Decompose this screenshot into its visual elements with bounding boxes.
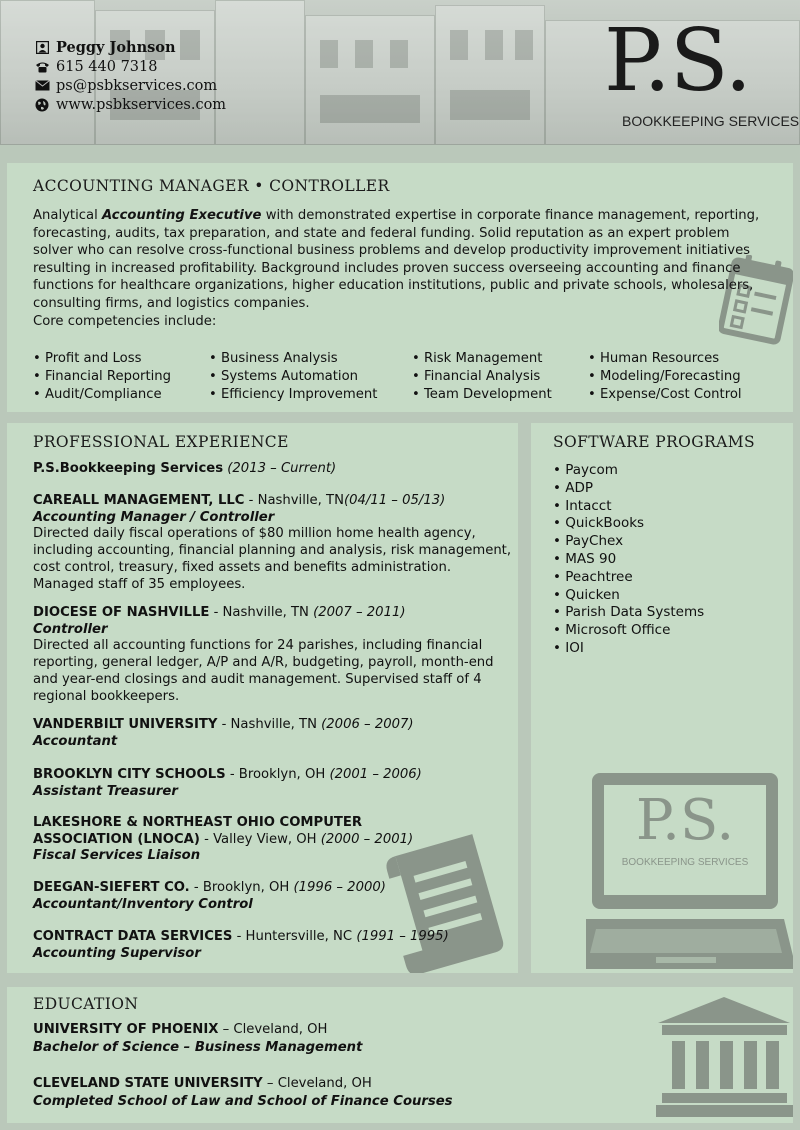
- software-item: • Paycom: [553, 462, 618, 478]
- person-icon: [34, 41, 50, 55]
- job-entry: [33, 717, 513, 750]
- job-role: Accounting Supervisor: [33, 945, 201, 961]
- competency-item: • Modeling/Forecasting: [588, 369, 741, 384]
- job-company: CONTRACT DATA SERVICES: [33, 929, 233, 944]
- job-dates: (2001 – 2006): [329, 767, 422, 782]
- contact-phone-row: [34, 57, 226, 76]
- competency-column-1: [33, 350, 171, 404]
- summary-title: ACCOUNTING MANAGER • CONTROLLER: [33, 177, 390, 195]
- job-dates: (2006 – 2007): [321, 717, 414, 732]
- education-degree: Completed School of Law and School of Finance Courses: [33, 1094, 453, 1109]
- phone-icon: [34, 60, 50, 74]
- job-description: Directed all accounting functions for 24 parishes, including financial reporting, general ledger, A/P and A/R, budgeting, payroll, month-end and year-end closings and audit management. Supervised staff of 4 regional bookkeepers.: [33, 638, 494, 704]
- competency-item: • Team Development: [412, 387, 552, 402]
- education-panel: [7, 987, 793, 1123]
- summary-intro-prefix: Analytical: [33, 208, 102, 223]
- job-role: Accountant/Inventory Control: [33, 896, 253, 912]
- experience-title: PROFESSIONAL EXPERIENCE: [33, 433, 289, 451]
- software-panel: [531, 423, 793, 973]
- job-location: - Nashville, TN: [244, 493, 344, 508]
- education-entry: [33, 1021, 362, 1057]
- core-competencies-label: Core competencies include:: [33, 313, 217, 329]
- competency-item: • Human Resources: [588, 351, 720, 366]
- software-item: • Peachtree: [553, 568, 633, 585]
- summary-paragraph: [33, 207, 773, 330]
- job-company: VANDERBILT UNIVERSITY: [33, 717, 218, 732]
- laptop-logo-subtitle: BOOKKEEPING SERVICES: [621, 857, 749, 868]
- job-dates: (2000 – 2001): [320, 831, 414, 847]
- contact-email-row: [34, 76, 226, 95]
- job-location: - Nashville, TN: [209, 605, 314, 620]
- software-item: • Intacct: [553, 497, 612, 514]
- competency-item: • Profit and Loss: [33, 351, 142, 366]
- job-dates: (1991 – 1995): [356, 929, 449, 944]
- education-location: – Cleveland, OH: [218, 1022, 328, 1037]
- job-location: - Brooklyn, OH: [189, 880, 294, 895]
- job-role: Controller: [33, 621, 108, 637]
- competency-item: • Audit/Compliance: [33, 387, 162, 402]
- competency-item: • Financial Analysis: [412, 369, 541, 384]
- software-item: • PayChex: [553, 533, 624, 550]
- contact-phone[interactable]: 615 440 7318: [56, 58, 158, 75]
- job-entry: [33, 493, 513, 593]
- software-item: • QuickBooks: [553, 515, 645, 532]
- job-company: P.S.Bookkeeping Services: [33, 461, 224, 476]
- contact-block: [34, 38, 226, 114]
- job-dates: (2013 – Current): [227, 461, 337, 476]
- globe-icon: [34, 98, 50, 112]
- education-entry: [33, 1075, 453, 1111]
- job-entry: [33, 815, 453, 865]
- software-item: • Microsoft Office: [553, 622, 671, 639]
- competency-item: • Efficiency Improvement: [209, 387, 378, 402]
- education-title: EDUCATION: [33, 995, 139, 1013]
- education-school: UNIVERSITY OF PHOENIX: [33, 1022, 219, 1037]
- competency-column-4: [588, 350, 742, 404]
- competency-column-3: [412, 350, 552, 404]
- bank-building-icon: [656, 995, 793, 1121]
- job-role: Accountant: [33, 733, 118, 749]
- software-item: • Quicken: [553, 586, 620, 603]
- job-entry: [33, 605, 513, 705]
- experience-panel: [7, 423, 518, 973]
- competency-column-2: [209, 350, 377, 404]
- job-role: Assistant Treasurer: [33, 783, 178, 799]
- job-entry: [33, 461, 513, 478]
- education-location: – Cleveland, OH: [262, 1076, 372, 1091]
- competency-item: • Systems Automation: [209, 369, 359, 384]
- job-location: - Huntersville, NC: [232, 929, 357, 944]
- job-dates: (04/11 – 05/13): [343, 493, 446, 508]
- job-description: Directed daily fiscal operations of $80 million home health agency, including accounting, financial planning and analysis, risk management, cost control, treasury, fixed assets and benefits administration. Managed staff of 35 employees.: [33, 526, 512, 592]
- contact-website-row: [34, 95, 226, 114]
- software-item: • IOI: [553, 639, 584, 656]
- competency-item: • Business Analysis: [209, 351, 338, 366]
- software-title: SOFTWARE PROGRAMS: [553, 433, 756, 451]
- summary-intro-rest: with demonstrated expertise in corporate finance management, reporting, forecasting, audits, tax preparation, and state and federal funding. Solid reputation as an expert problem solver who can resolve cross-functional business problems and develop productivity improvement initiatives resulting in increased profitability. Background includes proven success overseeing accounting and finance functions for healthcare organizations, higher education institutions, public and private schools, wholesalers, consulting firms, and logistics companies.: [33, 208, 760, 311]
- job-location: - Brooklyn, OH: [225, 767, 330, 782]
- laptop-icon: [586, 771, 793, 971]
- competency-item: • Expense/Cost Control: [588, 387, 742, 402]
- job-company: CAREALL MANAGEMENT, LLC: [33, 493, 245, 508]
- contact-name: Peggy Johnson: [56, 39, 176, 56]
- job-entry: [33, 880, 513, 913]
- software-item: • Parish Data Systems: [553, 604, 705, 621]
- logo-subtitle: BOOKKEEPING SERVICES: [622, 113, 800, 129]
- job-role: Fiscal Services Liaison: [33, 848, 201, 864]
- job-dates: (1996 – 2000): [293, 880, 386, 895]
- software-list: [553, 462, 704, 658]
- header-banner: [0, 0, 800, 145]
- logo-mark: P.S.: [604, 11, 751, 111]
- competency-item: • Financial Reporting: [33, 369, 172, 384]
- job-company: DEEGAN-SIEFERT CO.: [33, 880, 190, 895]
- job-company: BROOKLYN CITY SCHOOLS: [33, 767, 226, 782]
- competency-item: • Risk Management: [412, 351, 543, 366]
- job-location: - Nashville, TN: [217, 717, 322, 732]
- software-item: • ADP: [553, 479, 594, 496]
- summary-panel: [7, 163, 793, 412]
- job-entry: [33, 767, 513, 800]
- job-company: LAKESHORE & NORTHEAST OHIO COMPUTER ASSOCIATION (LNOCA): [33, 815, 363, 847]
- job-entry: [33, 929, 513, 962]
- summary-emphasis: Accounting Executive: [101, 208, 262, 223]
- education-degree: Bachelor of Science – Business Management: [33, 1040, 363, 1055]
- job-dates: (2007 – 2011): [313, 605, 406, 620]
- contact-email[interactable]: ps@psbkservices.com: [56, 77, 218, 94]
- laptop-logo-mark: P.S.: [635, 788, 735, 853]
- software-item: • MAS 90: [553, 550, 617, 567]
- envelope-icon: [34, 79, 50, 93]
- job-role: Accounting Manager / Controller: [33, 509, 275, 525]
- contact-name-row: [34, 38, 226, 57]
- job-company: DIOCESE OF NASHVILLE: [33, 605, 210, 620]
- job-location: - Valley View, OH: [199, 831, 321, 847]
- ps-logo: [604, 11, 800, 129]
- contact-website[interactable]: www.psbkservices.com: [56, 96, 227, 113]
- education-school: CLEVELAND STATE UNIVERSITY: [33, 1076, 263, 1091]
